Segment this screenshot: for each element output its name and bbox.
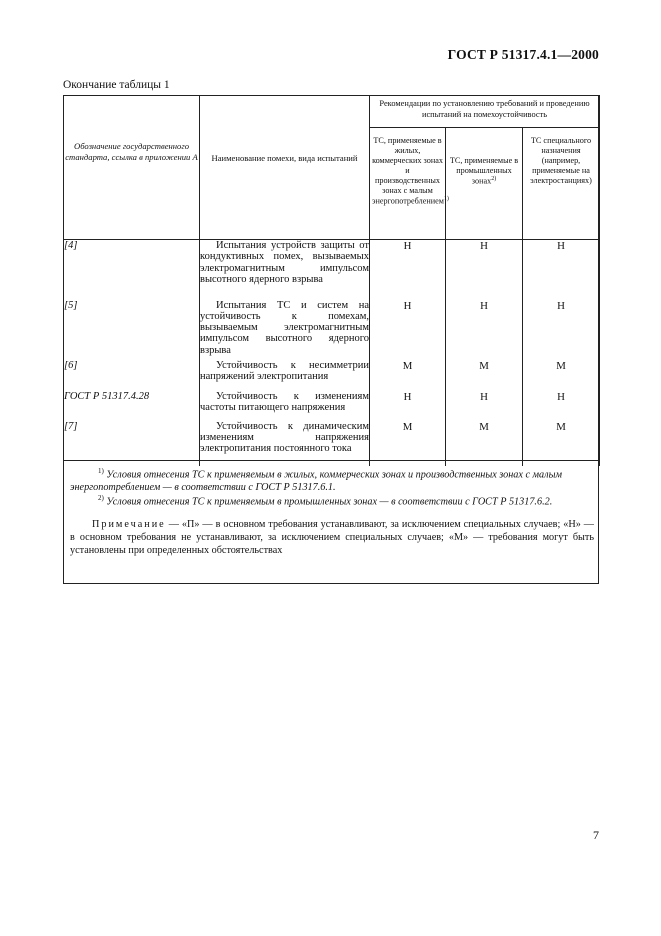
table-caption: Окончание таблицы 1 [63,79,170,91]
row-value-residential: М [370,360,446,391]
header-residential-commercial: ТС, применяемые в жилых, коммерческих зонах и производственных зонах с малым энергопотреблением$^{1)}$ [370,128,446,240]
header-standard-designation: Обозначение государственного стандарта, ссылка в приложении А [64,95,200,240]
row-value-special: М [523,360,600,391]
row-value-special: М [523,421,600,466]
table-footnotes [70,467,594,557]
row-ref: [5] [64,300,200,360]
header-industrial: ТС, применяемые в промышленных зонах$^{2)}$ [446,128,523,240]
footnote-1: $^{1)}$ Условия отнесения ТС к применяемым в жилых, коммерческих зонах и производственных зонах с малым энергопотреблением — в соответствии с ГОСТ Р 51317.6.1. [70,467,562,494]
row-value-special: Н [523,391,600,421]
row-value-industrial: Н [446,240,523,300]
row-ref: [4] [64,240,200,300]
standard-code: ГОСТ Р 51317.4.1—2000 [447,47,599,62]
row-name: Устойчивость к несимметрии напряжений электропитания [200,360,370,391]
row-value-residential: Н [370,300,446,360]
row-name: Устойчивость к динамическим изменениям напряжения электропитания постоянного тока [200,421,370,466]
row-value-industrial: М [446,360,523,391]
table-note: Примечание — «П» — в основном требования устанавливают, за исключением специальных случаев; «Н» — в основном требования не устанавливают, за исключением специальных случаев; «М» — требования могут быть установлены при определенных обстоятельствах [70,518,594,557]
header-interference-name: Наименование помехи, вида испытаний [200,95,370,240]
row-value-industrial: Н [446,391,523,421]
header-recommendations: Рекомендации по установлению требований и проведению испытаний на помехоустойчивость [370,95,600,128]
row-value-residential: Н [370,391,446,421]
page-number: 7 [593,828,599,842]
row-ref: [7] [64,421,200,466]
table-row [64,421,600,466]
row-value-residential: Н [370,240,446,300]
table-bottom-divider [63,460,599,461]
row-name: Устойчивость к изменениям частоты питающего напряжения [200,391,370,421]
row-ref: [6] [64,360,200,391]
table-row [64,391,600,421]
row-value-special: Н [523,240,600,300]
footnote-2: $^{2)}$ Условия отнесения ТС к применяемым в промышленных зонах — в соответствии с ГОСТ Р 51317.6.2. [98,494,553,508]
row-value-industrial: Н [446,300,523,360]
row-value-industrial: М [446,421,523,466]
row-name: Испытания ТС и систем на устойчивость к помехам, вызываемым электромагнитным импульсом высотного ядерного взрыва [200,300,370,360]
requirements-table [63,95,600,466]
header-special-purpose: ТС специального назначения (например, применяемые на электростанциях) [523,128,600,240]
row-value-residential: М [370,421,446,466]
table-row [64,240,600,300]
row-name: Испытания устройств защиты от кондуктивных помех, вызываемых электромагнитным импульсом высотного ядерного взрыва [200,240,370,300]
row-value-special: Н [523,300,600,360]
table-row [64,360,600,391]
row-ref: ГОСТ Р 51317.4.28 [64,391,200,421]
table-row [64,300,600,360]
